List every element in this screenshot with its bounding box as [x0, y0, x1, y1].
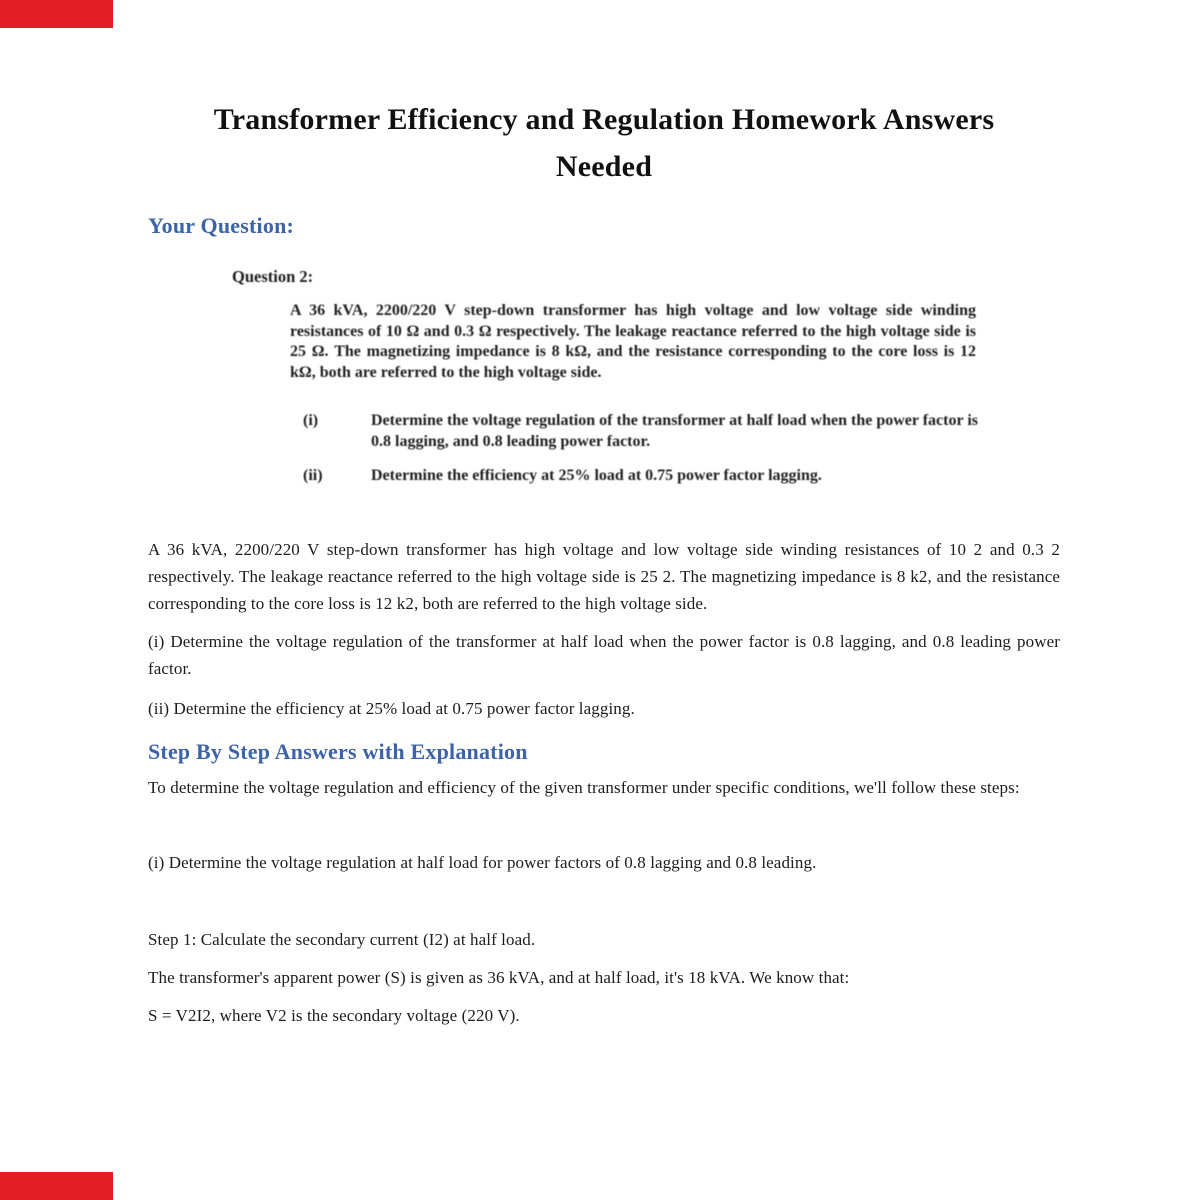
item-i-numeral: (i) [303, 412, 319, 429]
item-ii-text: Determine the efficiency at 25% load at 0.75 power factor lagging. [371, 467, 822, 484]
your-question-heading: Your Question: [148, 213, 295, 238]
red-marker-bottom-left [0, 1172, 113, 1200]
question-image-item-i [303, 411, 978, 452]
question-number-label: Question 2: [232, 267, 314, 286]
item-ii-numeral: (ii) [303, 467, 323, 484]
question-image-item-ii [303, 466, 978, 487]
question-repeat-item-i: (i) Determine the voltage regulation of the transformer at half load when the power factor is 0.8 lagging, and 0.8 leading power factor. [148, 631, 1060, 678]
page-title [148, 96, 1060, 190]
item-i-text: Determine the voltage regulation of the transformer at half load when the power factor is 0.8 lagging, and 0.8 leading power factor. [371, 412, 978, 450]
question-repeat-item-ii: (ii) Determine the efficiency at 25% load at 0.75 power factor lagging. [148, 698, 635, 718]
answer-step1-line2: S = V2I2, where V2 is the secondary voltage (220 V). [148, 1005, 520, 1025]
red-marker-top-left [0, 0, 113, 28]
page-title-line-2: Needed [555, 150, 653, 183]
answer-intro-paragraph: To determine the voltage regulation and efficiency of the given transformer under specific conditions, we'll follow these steps: [148, 777, 1020, 797]
answer-part-i-heading: (i) Determine the voltage regulation at half load for power factors of 0.8 lagging and 0.8 leading. [148, 852, 817, 872]
answer-step1-line1: The transformer's apparent power (S) is given as 36 kVA, and at half load, it's 18 kVA. We know that: [148, 967, 850, 987]
question-image-paragraph: A 36 kVA, 2200/220 V step-down transformer has high voltage and low voltage side winding resistances of 10 Ω and 0.3 Ω respectively. The leakage reactance referred to the high voltage side is 25 Ω. The magnetizing impedance is 8 kΩ, and the resistance corresponding to the core loss is 12 kΩ, both are referred to the high voltage side. [290, 302, 976, 381]
answers-section-heading: Step By Step Answers with Explanation [148, 738, 528, 764]
embedded-question-image [148, 267, 1060, 487]
question-repeat-paragraph: A 36 kVA, 2200/220 V step-down transformer has high voltage and low voltage side winding resistances of 10 2 and 0.3 2 respectively. The leakage reactance referred to the high voltage side is 25 2. The magnetizing impedance is 8 k2, and the resistance corresponding to the core loss is 12 k2, both are referred to the high voltage side. [148, 539, 1060, 613]
answer-step1-heading: Step 1: Calculate the secondary current (I2) at half load. [148, 929, 536, 949]
page-title-line-1: Transformer Efficiency and Regulation Homework Answers [213, 103, 995, 136]
